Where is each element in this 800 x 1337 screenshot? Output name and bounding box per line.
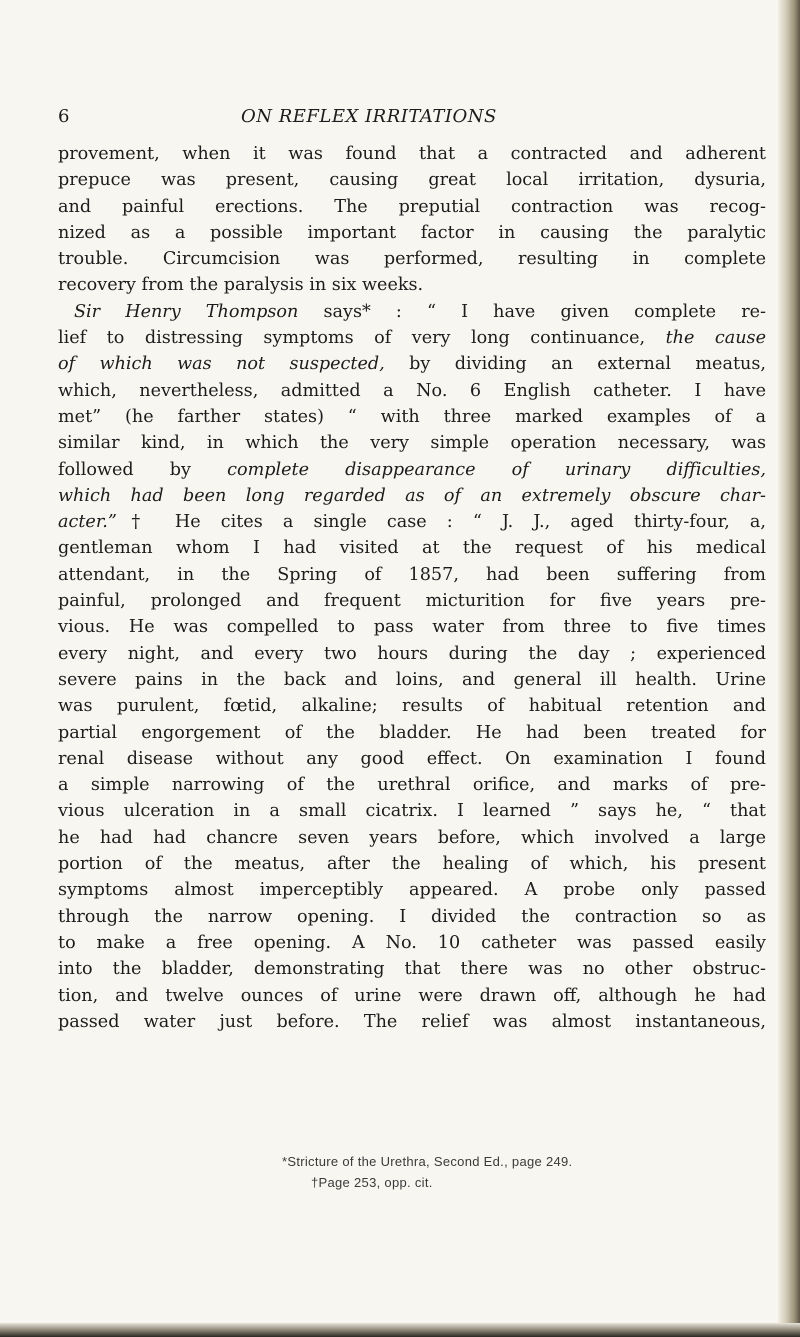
- text-line: [58, 904, 766, 930]
- text-segment: says* : “ I have given complete re-: [298, 301, 766, 322]
- text-line: [58, 877, 766, 903]
- text-line: [58, 720, 766, 746]
- text-line: [58, 509, 766, 535]
- text-segment: nized as a possible important factor in causing the paralytic: [58, 222, 766, 243]
- text-line: [58, 535, 766, 561]
- text-line: [58, 220, 766, 246]
- text-segment: a simple narrowing of the urethral orifice, and marks of pre-: [58, 775, 766, 796]
- text-segment: severe pains in the back and loins, and general ill health. Urine: [58, 669, 766, 690]
- text-segment: passed water just before. The relief was almost instantaneous,: [58, 1011, 766, 1032]
- text-segment: symptoms almost imperceptibly appeared. A probe only passed: [58, 880, 766, 901]
- text-line: [58, 167, 766, 193]
- text-line: [58, 588, 766, 614]
- text-segment: renal disease without any good effect. On examination I found: [58, 748, 766, 769]
- text-line: [58, 772, 766, 798]
- footnote-1: *Stricture of the Urethra, Second Ed., page 249.: [282, 1154, 573, 1169]
- text-segment: attendant, in the Spring of 1857, had been suffering from: [58, 564, 766, 585]
- text-segment: recovery from the paralysis in six weeks.: [58, 275, 424, 296]
- text-segment: trouble. Circumcision was performed, resulting in complete: [58, 249, 766, 270]
- text-line: [58, 246, 766, 272]
- text-line: [58, 851, 766, 877]
- text-line: [58, 693, 766, 719]
- text-segment: prepuce was present, causing great local irritation, dysuria,: [58, 170, 766, 191]
- text-line: [58, 1009, 766, 1035]
- italic-phrase: the cause: [665, 328, 766, 349]
- text-line: [58, 746, 766, 772]
- text-line: [58, 930, 766, 956]
- text-line: [58, 378, 766, 404]
- text-segment: painful, prolonged and frequent micturition for five years pre-: [58, 591, 766, 612]
- page-bottom-shadow: [0, 1323, 800, 1337]
- text-line: [58, 483, 766, 509]
- text-segment: partial engorgement of the bladder. He had been treated for: [58, 722, 766, 743]
- text-segment: to make a free opening. A No. 10 catheter was passed easily: [58, 932, 766, 953]
- italic-phrase: which had been long regarded as of an extremely obscure char-: [58, 485, 766, 506]
- text-line: [58, 325, 766, 351]
- italic-phrase: of which was not suspected,: [58, 354, 385, 375]
- text-segment: similar kind, in which the very simple operation necessary, was: [58, 433, 766, 454]
- italic-phrase: Sir Henry Thompson: [74, 301, 299, 322]
- text-segment: through the narrow opening. I divided the contraction so as: [58, 906, 766, 927]
- text-line: [58, 194, 766, 220]
- text-line: [58, 641, 766, 667]
- text-segment: followed by: [58, 459, 228, 480]
- text-line: [58, 825, 766, 851]
- text-segment: provement, when it was found that a contracted and adherent: [58, 144, 766, 164]
- text-segment: vious. He was compelled to pass water from three to five times: [58, 617, 766, 638]
- text-line: [58, 272, 766, 298]
- text-segment: he had had chancre seven years before, which involved a large: [58, 827, 766, 848]
- page-edge-shadow: [778, 0, 800, 1337]
- text-segment: every night, and every two hours during the day ; experienced: [58, 643, 766, 664]
- text-line: [58, 956, 766, 982]
- page-number: 6: [58, 106, 70, 127]
- text-line: [58, 404, 766, 430]
- text-segment: and painful erections. The preputial contraction was recog-: [58, 196, 766, 217]
- text-segment: into the bladder, demonstrating that there was no other obstruc-: [58, 959, 766, 980]
- body-text: [58, 141, 766, 1035]
- text-segment: tion, and twelve ounces of urine were drawn off, although he had: [58, 985, 766, 1006]
- running-head-title: ON REFLEX IRRITATIONS: [241, 106, 497, 127]
- text-line: [58, 614, 766, 640]
- running-head: [58, 106, 748, 128]
- text-segment: which, nevertheless, admitted a No. 6 English catheter. I have: [58, 380, 766, 401]
- text-line: [58, 299, 766, 325]
- text-line: [58, 562, 766, 588]
- text-segment: portion of the meatus, after the healing of which, his present: [58, 854, 766, 875]
- text-segment: gentleman whom I had visited at the request of his medical: [58, 538, 766, 559]
- italic-phrase: complete disappearance of urinary difficulties,: [227, 459, 766, 480]
- text-segment: vious ulceration in a small cicatrix. I learned ” says he, “ that: [58, 801, 766, 822]
- text-segment: † He cites a single case : “ J. J., aged thirty-four, a,: [116, 512, 766, 533]
- text-line: [58, 983, 766, 1009]
- text-line: [58, 667, 766, 693]
- footnote-2: †Page 253, opp. cit.: [311, 1175, 433, 1190]
- text-line: [58, 798, 766, 824]
- text-segment: by dividing an external meatus,: [384, 354, 766, 375]
- text-line: [58, 457, 766, 483]
- text-line: [58, 141, 766, 167]
- text-segment: met” (he farther states) “ with three marked examples of a: [58, 406, 766, 427]
- text-line: [58, 430, 766, 456]
- text-segment: lief to distressing symptoms of very long continuance,: [58, 328, 666, 349]
- text-line: [58, 351, 766, 377]
- italic-phrase: acter.”: [58, 512, 117, 533]
- text-segment: was purulent, fœtid, alkaline; results of habitual retention and: [58, 696, 766, 717]
